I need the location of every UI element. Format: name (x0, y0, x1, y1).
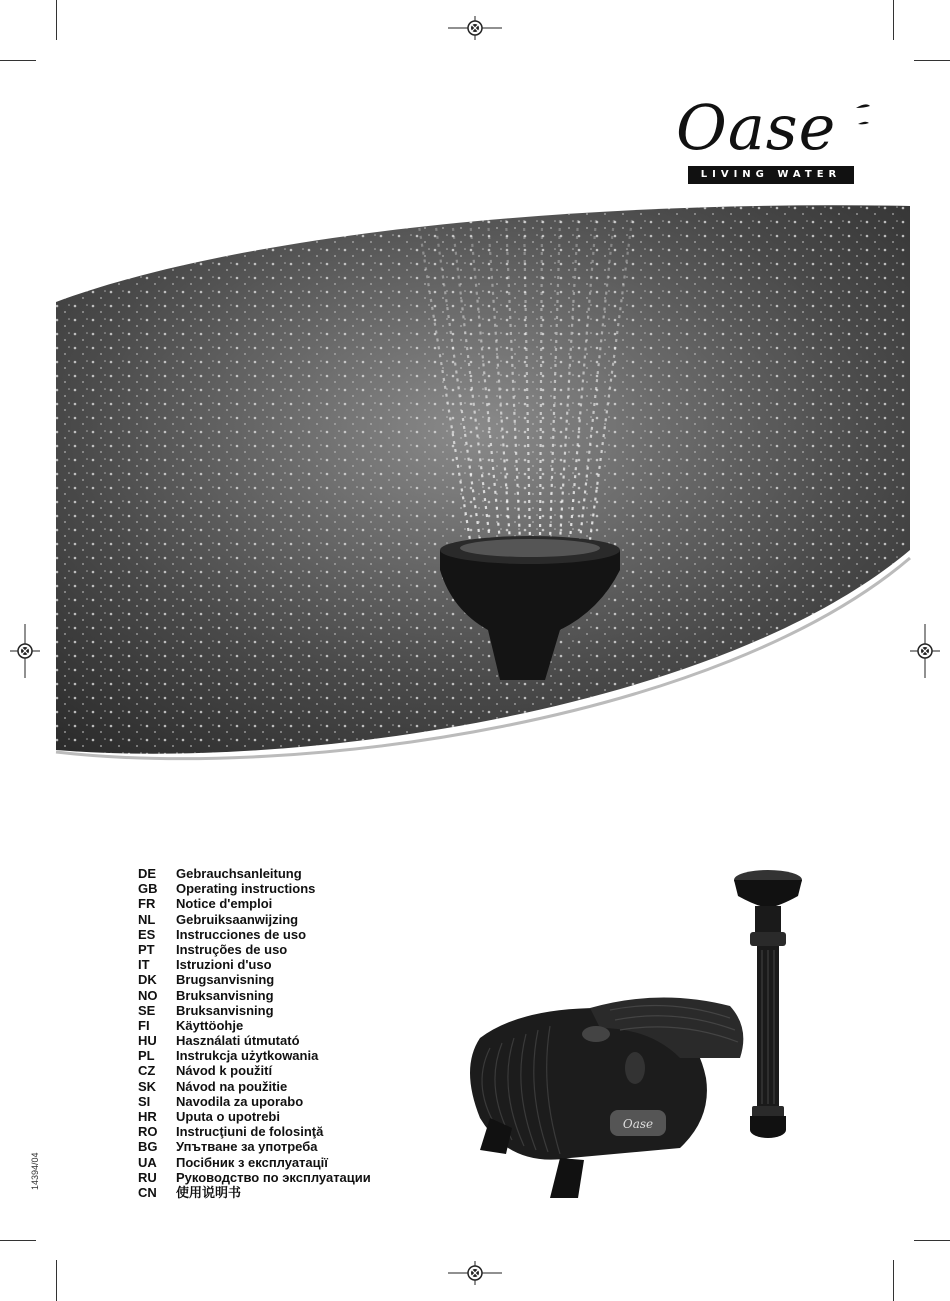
list-item (138, 942, 371, 957)
brand-logo: Oase (676, 91, 837, 164)
pump-icon (470, 997, 743, 1198)
language-code: NL (138, 911, 156, 927)
list-item (138, 912, 371, 927)
list-item (138, 972, 371, 987)
language-name: Bruksanvisning (176, 1002, 274, 1018)
language-code: SI (138, 1093, 151, 1109)
language-name: Instrukcja użytkowania (176, 1048, 319, 1064)
crop-mark (893, 0, 894, 40)
language-name: Gebruiksaanwijzing (176, 911, 299, 927)
language-name: Návod na použitie (176, 1078, 288, 1094)
language-name: Instruções de uso (176, 941, 288, 957)
language-name: Упътване за употреба (176, 1139, 318, 1155)
language-name: Gebrauchsanleitung (176, 866, 302, 881)
crop-mark (0, 60, 36, 61)
language-name: Käyttöohje (176, 1017, 244, 1033)
language-code: RO (138, 1124, 158, 1140)
list-item (138, 1063, 371, 1078)
language-code: DK (138, 972, 157, 988)
list-item (138, 1018, 371, 1033)
language-name: Instrucciones de uso (176, 926, 307, 942)
list-item (138, 988, 371, 1003)
language-name: Brugsanvisning (176, 972, 275, 988)
language-code: ES (138, 926, 156, 942)
language-code: FI (138, 1017, 150, 1033)
list-item (138, 1048, 371, 1063)
list-item (138, 1124, 371, 1139)
logo-drops-icon (852, 100, 874, 140)
language-code: UA (138, 1154, 157, 1170)
list-item (138, 1170, 371, 1185)
list-item (138, 1139, 371, 1154)
language-code: PT (138, 941, 155, 957)
crop-mark (56, 0, 57, 40)
fountain-photo (0, 190, 950, 790)
language-code: PL (138, 1048, 155, 1064)
language-code: IT (138, 957, 150, 973)
language-code: CN (138, 1184, 157, 1200)
list-item (138, 957, 371, 972)
language-code: GB (138, 881, 158, 897)
registration-mark-icon (448, 16, 502, 40)
list-item (138, 896, 371, 911)
language-name: Istruzioni d'uso (176, 957, 272, 973)
list-item (138, 881, 371, 896)
language-name: Operating instructions (176, 881, 316, 897)
language-code: CZ (138, 1063, 156, 1079)
language-name: Notice d'emploi (176, 896, 273, 912)
brand-tagline: LIVING WATER (688, 166, 854, 184)
language-name: Használati útmutató (176, 1033, 300, 1049)
language-code: NO (138, 987, 158, 1003)
language-list (138, 866, 371, 1200)
list-item (138, 1094, 371, 1109)
language-name: 使用说明书 (176, 1184, 242, 1200)
language-code: RU (138, 1169, 157, 1185)
language-code: SE (138, 1002, 156, 1018)
pump-logo-label: Oase (622, 1117, 654, 1131)
list-item (138, 1185, 371, 1200)
list-item (138, 1109, 371, 1124)
language-name: Посібник з експлуатації (176, 1154, 328, 1170)
list-item (138, 1003, 371, 1018)
crop-mark (0, 1240, 36, 1241)
registration-mark-icon (448, 1261, 502, 1285)
crop-mark (914, 1240, 950, 1241)
language-code: BG (138, 1139, 158, 1155)
language-name: Руководство по эксплуатации (176, 1169, 371, 1185)
list-item (138, 1155, 371, 1170)
language-code: FR (138, 896, 156, 912)
crop-mark (56, 1260, 57, 1301)
language-name: Uputa o upotrebi (176, 1109, 280, 1124)
language-code: SK (138, 1078, 157, 1094)
crop-mark (914, 60, 950, 61)
list-item (138, 1033, 371, 1048)
list-item (138, 927, 371, 942)
document-number: 14394/04 (30, 1152, 40, 1190)
language-name: Navodila za uporabo (176, 1093, 304, 1109)
list-item (138, 1079, 371, 1094)
language-name: Návod k použití (176, 1063, 273, 1079)
language-code: HR (138, 1109, 157, 1124)
language-name: Bruksanvisning (176, 987, 274, 1003)
fountain-nozzle-icon (734, 870, 802, 1138)
list-item (138, 866, 371, 881)
crop-mark (893, 1260, 894, 1301)
language-name: Instrucţiuni de folosinţă (176, 1124, 324, 1140)
pump-product-illustration (450, 858, 830, 1218)
language-code: DE (138, 866, 157, 881)
language-code: HU (138, 1033, 157, 1049)
